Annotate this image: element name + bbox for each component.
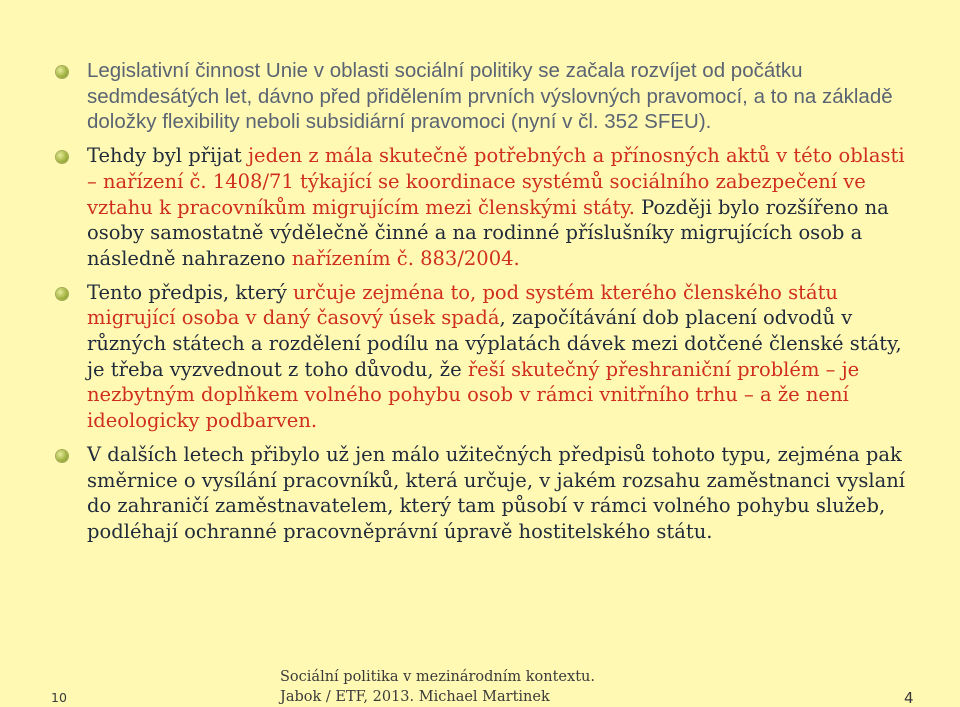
bullet-text-2 [87, 144, 905, 270]
slide-number-left: 10 [51, 690, 67, 705]
footer-line-1: Sociální politika v mezinárodním kontextu. [280, 669, 595, 685]
bullet-item-2 [56, 143, 906, 272]
bullet-text-1 [87, 59, 893, 133]
bullet-item-3 [56, 280, 906, 434]
slide-number-right: 4 [904, 689, 914, 707]
bullet-item-1 [56, 58, 906, 135]
text-run: Tehdy byl přijat [87, 144, 248, 168]
bullet-text-3 [87, 281, 902, 433]
highlighted-text-run: nařízením č. 883/2004. [291, 246, 520, 270]
text-run: V dalších letech přibylo už jen málo užitečných předpisů tohoto typu, zejména pak směrnice o vysílání pracovníků, která určuje, v jakém rozsahu zaměstnanci vyslaní do zahraničí zaměstnavatelem, který tam působí v rámci volného pohybu služeb, podléhají ochranné pracovněprávní úpravě hostitelského státu. [87, 442, 906, 543]
highlighted-text-run: určuje zejména to, pod systém kterého členského státu migrující osoba v daný časový úsek spadá [87, 280, 838, 330]
bullet-dot-icon [56, 66, 68, 78]
text-run: Později bylo rozšířeno na osoby samostatně výdělečně činné a na rodinné příslušníky migrujících osob a následně nahrazeno [87, 195, 889, 270]
bullet-text-4 [87, 443, 905, 543]
text-run: Tento předpis, který [87, 280, 294, 304]
footer-line-2: Jabok / ETF, 2013. Michael Martinek [280, 688, 550, 705]
bullet-dot-icon [56, 151, 68, 163]
text-run: , započítávání dob placení odvodů v různých státech a rozdělení podílu na výplatách dávek mezi dotčené členské státy, je třeba vyzvednout z toho důvodu, že [87, 306, 902, 381]
text-run: Legislativní činnost Unie v oblasti sociální politiky se začala rozvíjet od počátku sedmdesátých let, dávno před přidělením prvních výslovných pravomocí, a to na základě doložky flexibility neboli subsidiární pravomoci (nyní v čl. 352 SFEU). [87, 59, 893, 134]
bullet-list [56, 58, 906, 553]
bullet-item-4 [56, 442, 906, 545]
footer-text [280, 668, 595, 707]
highlighted-text-run: řeší skutečný přeshraniční problém – je nezbytným doplňkem volného pohybu osob v rámci vnitřního trhu – a že není ideologicky podbarven. [87, 357, 860, 433]
bullet-dot-icon [56, 288, 68, 300]
bullet-dot-icon [56, 450, 68, 462]
highlighted-text-run: jeden z mála skutečně potřebných a přínosných aktů v této oblasti – nařízení č. 1408/71 týkající se koordinace systémů sociálního zabezpečení ve vztahu k pracovníkům migrujícím mezi členskými státy. [87, 144, 905, 219]
